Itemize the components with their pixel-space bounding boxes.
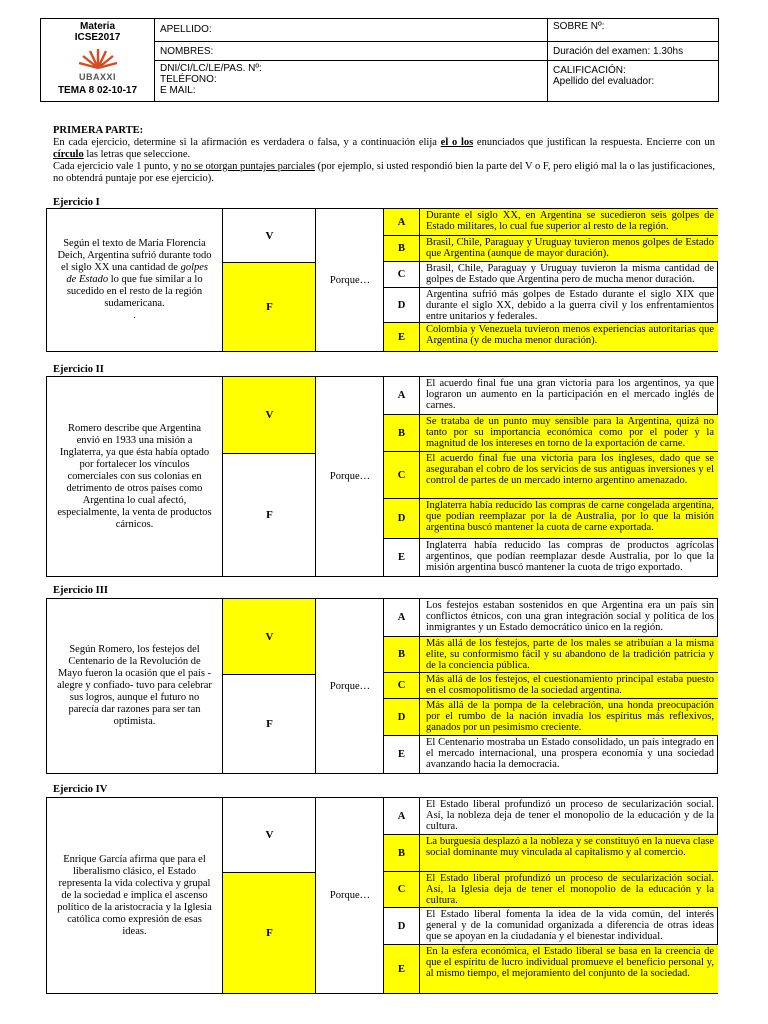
option-letter[interactable]: E xyxy=(384,539,420,576)
exercise-3-false-option[interactable]: F xyxy=(266,718,273,730)
option-text: Durante el siglo XX, en Argentina se sucedieron seis golpes de Estado militares, lo cual fue superior al resto de la región. xyxy=(426,210,714,232)
sobre-label: SOBRE Nº: xyxy=(553,21,605,32)
option-letter[interactable]: B xyxy=(384,637,420,672)
option-letter[interactable]: E xyxy=(384,736,420,773)
email-label: E MAIL: xyxy=(160,85,196,96)
option-text: Más allá de la pompa de la celebración, una honda preocupación por el rumbo de la nación invadía los espíritus más reflexivos, ganados por un pesimismo creciente. xyxy=(426,700,714,733)
option-text: El Estado liberal fomenta la idea de la vida común, del interés general y de la comunidad organizada a diferencia de otras ideas que se apoyan en la ciudadanía y el bienestar individual. xyxy=(426,909,714,942)
student-info-box xyxy=(154,19,548,101)
option-text: Inglaterra había reducido las compras de carne congelada argentina, que podían reemplazar por la de Australia, por lo que la misión argentina buscó mantener la cuota de carne exportada. xyxy=(426,500,714,533)
option-text: En la esfera económica, el Estado liberal se basa en la creencia de que el espíritu de lucro individual promueve el beneficio personal y, al mismo tiempo, el mejoramiento del conjunto de la sociedad. xyxy=(426,946,714,979)
exercise-1-option-a[interactable] xyxy=(384,209,718,236)
evaluador-label: Apellido del evaluador: xyxy=(553,76,655,87)
instr-text: En cada ejercicio, determine si la afirmación es verdadera o falsa, y a continuación elija xyxy=(53,137,441,148)
option-letter[interactable]: B xyxy=(384,415,420,451)
option-letter[interactable]: E xyxy=(384,945,420,993)
option-letter[interactable]: A xyxy=(384,599,420,636)
exercise-4-porque: Porque… xyxy=(315,798,384,993)
exercise-3 xyxy=(46,598,718,774)
exercise-2-options xyxy=(383,377,718,576)
exercise-4-false-option[interactable]: F xyxy=(223,873,316,993)
exercise-1-porque: Porque… xyxy=(315,209,384,351)
instr-text: las letras que seleccione. xyxy=(83,149,191,160)
exercise-1-options xyxy=(383,209,718,351)
option-letter[interactable]: D xyxy=(384,288,420,322)
option-text: Colombia y Venezuela tuvieron menos experiencias autoritarias que Argentina (y de mucha menor duración). xyxy=(426,324,714,346)
option-letter[interactable]: A xyxy=(384,209,420,235)
exercise-4-option-b[interactable] xyxy=(384,835,718,872)
option-letter[interactable]: D xyxy=(384,908,420,944)
calificacion-label: CALIFICACIÓN: xyxy=(553,65,626,76)
exercise-1-title: Ejercicio I xyxy=(53,197,100,208)
exercise-1-statement xyxy=(47,209,222,351)
instr-text: Cada ejercicio vale 1 punto, y xyxy=(53,161,182,172)
telefono-label: TELÉFONO: xyxy=(160,74,217,85)
duracion-field xyxy=(547,42,718,61)
instructions-paragraph-2 xyxy=(53,161,715,185)
exercise-2-true-false xyxy=(222,377,316,576)
exercise-2-option-e[interactable] xyxy=(384,539,718,576)
option-letter[interactable]: D xyxy=(384,699,420,735)
option-letter[interactable]: B xyxy=(384,835,420,871)
tema-label: TEMA 8 02-10-17 xyxy=(57,85,138,96)
exercise-1-true-option[interactable]: V xyxy=(223,209,316,263)
option-text: Más allá de los festejos, el cuestionamiento principal estaba puesto en el cosmopolitismo de la sociedad argentina. xyxy=(426,674,714,696)
option-letter[interactable]: A xyxy=(384,377,420,414)
exercise-2-porque: Porque… xyxy=(315,377,384,576)
calificacion-field[interactable] xyxy=(547,61,718,101)
exercise-4-statement: Enrique García afirma que para el liberalismo clásico, el Estado representa la vida colectiva y grupal de la sociedad e implica el ascenso político de la aristocracia y la Iglesia católica como expresión de esas ideas. xyxy=(57,853,212,937)
option-text: Se trataba de un punto muy sensible para la Argentina, quizá no tanto por su importancia económica como por el poder y la magnitud de los intereses en torno de la exportación de carne. xyxy=(426,416,714,449)
exercise-3-statement: Según Romero, los festejos del Centenario de la Revolución de Mayo fueron la ocasión que el país -alegre y confiado- tuvo para celebrar sus logros, aunque el futuro no parecía dar razones para ser tan optimista. xyxy=(57,644,212,727)
exercise-1-option-e[interactable] xyxy=(384,323,718,351)
exercise-1 xyxy=(46,208,718,352)
exercise-1-option-d[interactable] xyxy=(384,288,718,323)
exercise-2-option-a[interactable] xyxy=(384,377,718,415)
statement-text: lo que fue similar a lo sucedido en el resto de la región sudamericana. xyxy=(66,274,203,309)
nombres-label: NOMBRES: xyxy=(160,46,214,57)
option-text: El acuerdo final fue una gran victoria para los argentinos, ya que lograron un aumento en la participación en el mercado inglés de carnes. xyxy=(426,378,714,411)
statement-emphasis: golpes de Estado xyxy=(66,262,208,285)
statement-text: . xyxy=(133,310,136,321)
exercise-1-option-c[interactable] xyxy=(384,262,718,288)
option-text: El acuerdo final fue una victoria para los ingleses, dado que se aseguraban el cobro de los servicios de sus antiguas inversiones y el control de partes de un mercado interno argentino amenazado. xyxy=(426,453,714,486)
exercise-4-option-a[interactable] xyxy=(384,798,718,835)
exercise-1-true-false xyxy=(222,209,316,351)
sobre-field[interactable] xyxy=(547,19,718,42)
apellido-label: APELLIDO: xyxy=(160,24,212,35)
exercise-2-option-c[interactable] xyxy=(384,452,718,499)
exercise-2-option-b[interactable] xyxy=(384,415,718,452)
materia-code: ICSE2017 xyxy=(74,32,121,43)
option-text: El Centenario mostraba un Estado consolidado, un país integrado en el mercado internacional, una prospera economía y una sociedad avanzando hacia la democracia. xyxy=(426,737,714,770)
option-text: El Estado liberal profundizó un proceso de secularización social. Así, la Iglesia deja de tener el monopolio de la educación y la cultura. xyxy=(426,873,714,906)
option-text: Brasil, Chile, Paraguay y Uruguay tuvieron menos golpes de Estado que Argentina (aunque de mayor duración). xyxy=(426,237,714,259)
instr-emphasis: el o los xyxy=(440,137,474,148)
option-text: Inglaterra había reducido las compras de productos agrícolas argentinos, que podían reemplazar desde Australia, por lo que la misión argentina buscó mantener la cuota de trigo exportado. xyxy=(426,540,714,573)
exercise-2-option-d[interactable] xyxy=(384,499,718,539)
exercise-3-option-c[interactable] xyxy=(384,673,718,699)
option-letter[interactable]: E xyxy=(384,323,420,351)
exercise-3-option-e[interactable] xyxy=(384,736,718,773)
contact-field[interactable] xyxy=(154,61,547,101)
exercise-3-options xyxy=(383,599,718,773)
logo-text: UBAXXI xyxy=(78,72,116,82)
option-letter[interactable]: C xyxy=(384,452,420,498)
nombres-field[interactable] xyxy=(154,42,547,61)
exercise-4-option-c[interactable] xyxy=(384,872,718,908)
option-text: Brasil, Chile, Paraguay y Uruguay tuvieron la misma cantidad de golpes de Estado que Argentina pero de mucha menor duración. xyxy=(426,263,714,285)
option-text: Los festejos estaban sostenidos en que Argentina era un país sin conflictos étnicos, con una gran integración social y política de los inmigrantes y un Estado democrático único en la región. xyxy=(426,600,714,633)
instructions xyxy=(53,125,715,185)
instructions-paragraph-1 xyxy=(53,137,715,161)
ubaxxi-logo-icon xyxy=(76,46,120,72)
option-letter[interactable]: C xyxy=(384,262,420,287)
dni-label: DNI/CI/LC/LE/PAS. Nº: xyxy=(160,63,262,74)
exercise-2 xyxy=(46,376,718,577)
exercise-4-true-option[interactable]: V xyxy=(223,798,316,873)
option-letter[interactable]: D xyxy=(384,499,420,538)
exam-header xyxy=(40,18,719,102)
exercise-4-options xyxy=(383,798,718,993)
instructions-title: PRIMERA PARTE: xyxy=(53,125,144,136)
exercise-4-true-false xyxy=(222,798,316,993)
duracion-label: Duración del examen: 1.30hs xyxy=(553,46,684,57)
exercise-4-option-e[interactable] xyxy=(384,945,718,993)
exercise-3-option-a[interactable] xyxy=(384,599,718,637)
option-text: La burguesía desplazó a la nobleza y se constituyó en la nueva clase social dominante muy vinculada al capitalismo y al comercio. xyxy=(426,836,714,858)
exercise-2-true-option[interactable]: V xyxy=(223,377,316,454)
exercise-1-option-b[interactable] xyxy=(384,236,718,262)
option-letter[interactable]: C xyxy=(384,872,420,907)
exercise-3-porque: Porque… xyxy=(315,599,384,773)
option-letter[interactable]: C xyxy=(384,673,420,698)
option-letter[interactable]: B xyxy=(384,236,420,261)
exam-info-box xyxy=(547,19,718,101)
exercise-3-title: Ejercicio III xyxy=(53,585,108,596)
exercise-3-option-b[interactable] xyxy=(384,637,718,673)
instr-emphasis: círculo xyxy=(53,149,84,160)
exercise-2-false-option[interactable]: F xyxy=(266,509,273,521)
exercise-2-statement: Romero describe que Argentina envió en 1933 una misión a Inglaterra, ya que ésta había optado por fortalecer los vínculos comerciales con sus colonias en detrimento de otros países como Argentina lo cual afectó, especialmente, la venta de productos cárnicos. xyxy=(57,422,212,530)
exercise-4 xyxy=(46,797,718,994)
option-text: Argentina sufrió más golpes de Estado durante el siglo XIX que durante el siglo XX, debido a la guerra civil y los enfrentamientos entre unitarios y federales. xyxy=(426,289,714,322)
materia-label: Materia xyxy=(79,21,115,32)
option-text: Más allá de los festejos, parte de los males se atribuían a la misma elite, su conformismo fácil y su abandono de la tradición patricia y de la conciencia pública. xyxy=(426,638,714,671)
apellido-field[interactable] xyxy=(154,19,547,42)
exercise-2-title: Ejercicio II xyxy=(53,364,104,375)
exercise-3-true-option[interactable]: V xyxy=(223,599,316,675)
option-text: El Estado liberal profundizó un proceso de secularización social. Así, la nobleza deja de tener el monopolio de la educación y de la cultura. xyxy=(426,799,714,832)
instr-text: enunciados que justifican la respuesta. Encierre con un xyxy=(473,137,715,148)
exercise-4-title: Ejercicio IV xyxy=(53,784,108,795)
subject-box xyxy=(41,19,155,101)
instr-emphasis: no se otorgan puntajes parciales xyxy=(181,161,315,172)
exercise-3-option-d[interactable] xyxy=(384,699,718,736)
option-letter[interactable]: A xyxy=(384,798,420,834)
instr-text: (por ejemplo, si usted respondió bien la parte del V o F, pero eligió mal la o las justificaciones, no obtendrá puntaje por ese ejercicio). xyxy=(53,161,716,184)
exercise-1-false-option[interactable]: F xyxy=(223,263,316,351)
exercise-3-true-false xyxy=(222,599,316,773)
statement-text: Según el texto de María Florencia Deich, Argentina sufrió durante todo el siglo XX una cantidad de xyxy=(57,238,212,273)
exercise-4-option-d[interactable] xyxy=(384,908,718,945)
